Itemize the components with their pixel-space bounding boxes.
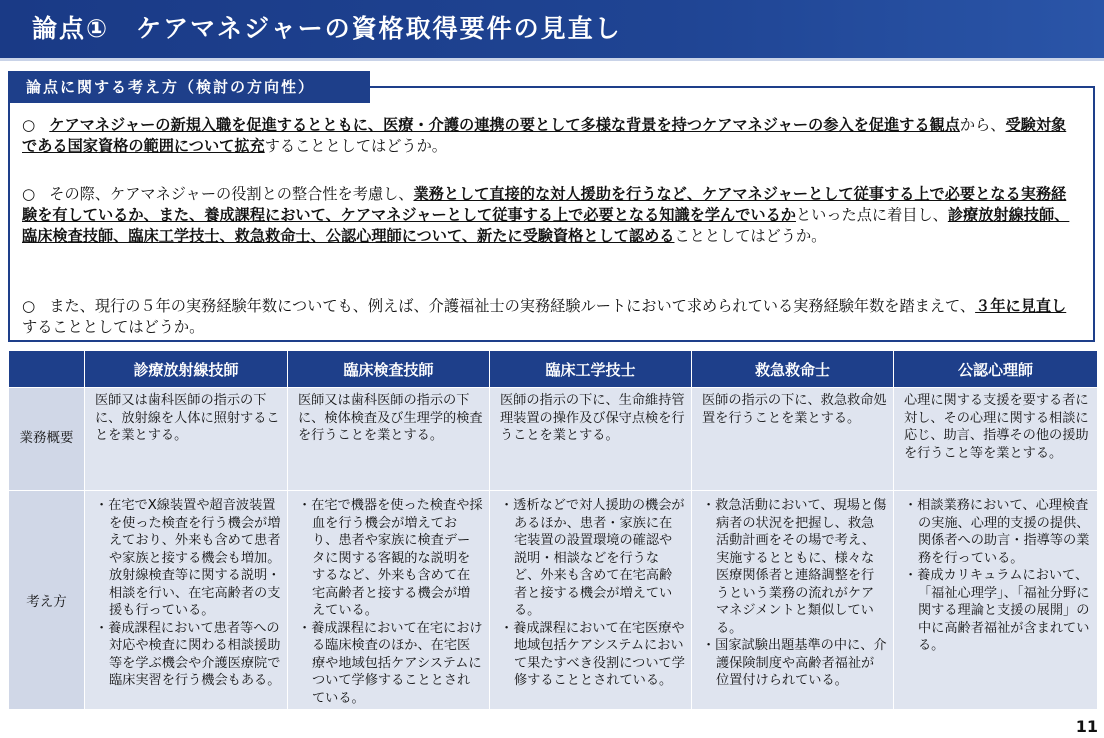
body-text: することとしてはどうか。 — [264, 137, 447, 155]
page-title: 論点① ケアマネジャーの資格取得要件の見直し — [32, 14, 622, 43]
table-row — [9, 388, 1098, 491]
column-header: 救急救命士 — [692, 351, 894, 388]
body-text: その際、ケアマネジャーの役割との整合性を考慮し、 — [49, 185, 414, 203]
bullet-item: ・在宅でX線装置や超音波装置を使った検査を行う機会が増えており、外来も含めて患者や家族と接する機会も増加。放射線検査等に関する説明・相談を行い、在宅高齢者の支援も行っている。 — [95, 498, 281, 618]
paragraph-marker: ○ — [22, 116, 36, 134]
row-header: 考え方 — [9, 491, 85, 710]
column-header: 臨床検査技師 — [288, 351, 490, 388]
table-cell: 医師の指示の下に、救急救命処置を行うことを業とする。 — [692, 388, 894, 491]
row-header: 業務概要 — [9, 388, 85, 491]
table-cell: 心理に関する支援を要する者に対し、その心理に関する相談に応じ、助言、指導その他の援助を行うこと等を業とする。 — [894, 388, 1098, 491]
corner-cell — [9, 351, 85, 388]
section-tab: 論点に関する考え方（検討の方向性） — [8, 71, 370, 103]
bullet-item: ・救急活動において、現場と傷病者の状況を把握し、救急活動計画をその場で考え、実施するとともに、様々な医療関係者と連絡調整を行うという業務の流れがケアマネジメントと類似している。 — [702, 498, 887, 636]
body-text: することとしてはどうか。 — [22, 318, 205, 336]
paragraph-marker: ○ — [22, 297, 36, 315]
emphasis-text: 診療放射線技師、臨床検査技師、臨床工学技士、救急救命士、公認心理師について、新たに受験資格として認める — [22, 206, 1070, 245]
table-cell — [288, 491, 490, 710]
bullet-item: ・在宅で機器を使った検査や採血を行う機会が増えており、患者や家族に検査データに関する客観的な説明をするなど、外来も含めて在宅高齢者と接する機会が増えている。 — [298, 498, 483, 618]
bullet-item: ・養成課程において患者等への対応や検査に関わる相談援助等を学ぶ機会や介護医療院で臨床実習を行う機会もある。 — [95, 620, 281, 688]
body-text: といった点に着目し、 — [795, 206, 948, 224]
page-number: 11 — [1075, 717, 1098, 736]
paragraph-2 — [22, 184, 1072, 247]
table-cell — [490, 491, 692, 710]
table-cell — [894, 491, 1098, 710]
body-text: また、現行の５年の実務経験年数についても、例えば、介護福祉士の実務経験ルートにおいて求められている実務経験年数を踏まえて、 — [49, 297, 976, 315]
paragraph-1 — [22, 115, 1072, 157]
bullet-item: ・国家試験出題基準の中に、介護保険制度や高齢者福祉が位置付けられている。 — [702, 638, 887, 688]
header-bar — [0, 0, 1104, 58]
paragraph-marker: ○ — [22, 185, 36, 203]
bullet-item: ・透析などで対人援助の機会があるほか、患者・家族に在宅装置の設置環境の確認や説明・相談などを行うなど、外来も含めて在宅高齢者と接する機会が増えている。 — [500, 498, 685, 618]
header-divider — [0, 58, 1104, 61]
emphasis-text: ケアマネジャーの新規入職を促進するとともに、医療・介護の連携の要として多様な背景を持つケアマネジャーの参入を促進する観点 — [49, 116, 960, 134]
table-row — [9, 491, 1098, 710]
table-cell: 医師又は歯科医師の指示の下に、検体検査及び生理学的検査を行うことを業とする。 — [288, 388, 490, 491]
table-header-row — [9, 351, 1098, 388]
bullet-item: ・養成課程において在宅医療や地域包括ケアシステムにおいて果たすべき役割について学修することとされている。 — [500, 620, 685, 688]
paragraph-3 — [22, 296, 1072, 338]
bullet-item: ・養成カリキュラムにおいて、「福祉心理学」、「福祉分野に関する理論と支援の展開」の中に高齢者福祉が含まれている。 — [904, 568, 1090, 653]
table-cell — [692, 491, 894, 710]
body-text: から、 — [959, 116, 1006, 134]
column-header: 臨床工学技士 — [490, 351, 692, 388]
column-header: 診療放射線技師 — [85, 351, 288, 388]
emphasis-text: 受験対象である国家資格の範囲について拡充 — [22, 116, 1067, 155]
emphasis-text: ３年に見直し — [975, 297, 1067, 315]
table-cell: 医師の指示の下に、生命維持管理装置の操作及び保守点検を行うことを業とする。 — [490, 388, 692, 491]
table-cell: 医師又は歯科医師の指示の下に、放射線を人体に照射することを業とする。 — [85, 388, 288, 491]
column-header: 公認心理師 — [894, 351, 1098, 388]
bullet-item: ・相談業務において、心理検査の実施、心理的支援の提供、関係者への助言・指導等の業務を行っている。 — [904, 498, 1090, 566]
table-cell — [85, 491, 288, 710]
body-text: こととしてはどうか。 — [674, 227, 827, 245]
emphasis-text: 業務として直接的な対人援助を行うなど、ケアマネジャーとして従事する上で必要となる実務経験を有しているか、また、養成課程において、ケアマネジャーとして従事する上で必要となる知識を学んでいるか — [22, 185, 1067, 224]
bullet-item: ・養成課程において在宅における臨床検査のほか、在宅医療や地域包括ケアシステムについて学修することとされている。 — [298, 620, 483, 706]
qualification-comparison-table — [8, 350, 1098, 710]
